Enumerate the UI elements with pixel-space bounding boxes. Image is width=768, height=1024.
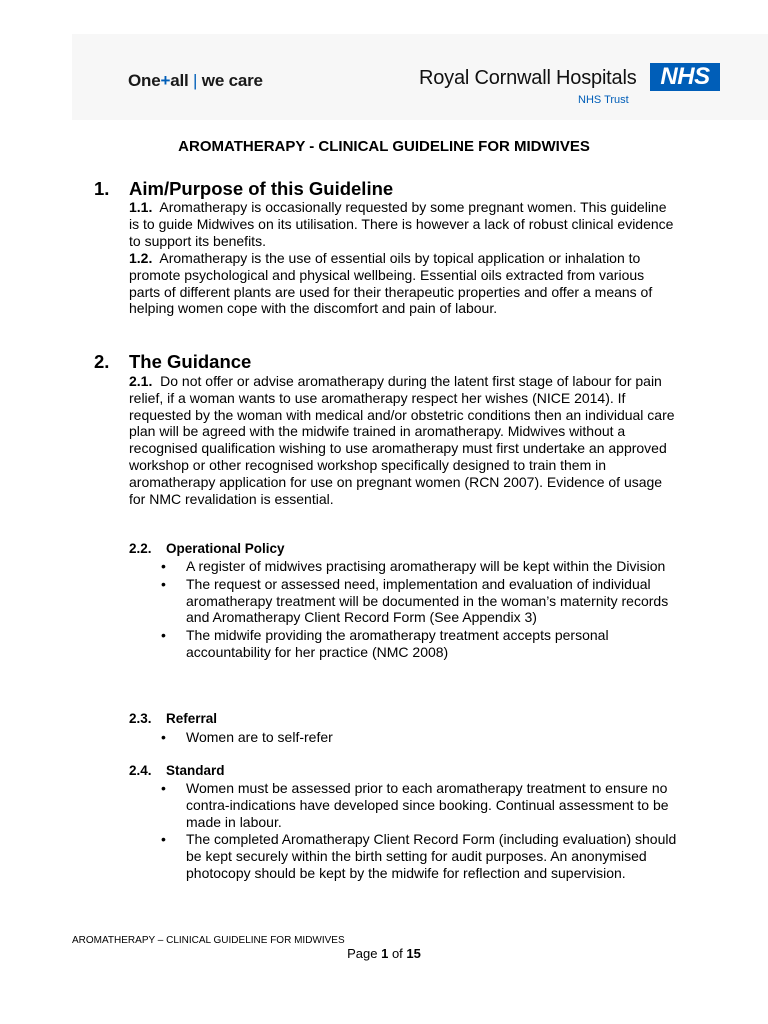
slogan-all: all <box>170 71 189 90</box>
list-item <box>161 780 685 830</box>
slogan-pipe: | <box>193 71 198 90</box>
referral-list <box>161 729 685 747</box>
paragraph-number: 1.2. <box>129 250 153 266</box>
section-title: The Guidance <box>129 351 252 372</box>
slogan-care: we care <box>201 71 263 90</box>
section-title: Aim/Purpose of this Guideline <box>129 178 394 199</box>
list-item-text: The request or assessed need, implementation and evaluation of individual aromatherapy treatment will be documented in the woman’s maternity records and Aromatherapy Client Record Form (See Appendix 3) <box>186 575 669 626</box>
paragraph-1-2 <box>129 250 677 317</box>
section-heading-2 <box>94 351 251 373</box>
trust-name: NHS Trust <box>578 94 629 106</box>
bullet-icon: • <box>161 780 166 796</box>
list-item-text: Women are to self-refer <box>186 729 333 745</box>
org-name: Royal Cornwall Hospitals <box>419 67 637 89</box>
list-item <box>161 627 685 661</box>
list-item <box>161 558 685 575</box>
list-item-text: Women must be assessed prior to each aromatherapy treatment to ensure no contra-indications have developed since booking. Continual assessment to be made in labour. <box>186 780 669 830</box>
bullet-icon: • <box>161 729 166 745</box>
subheading-number: 2.3. <box>129 711 152 726</box>
page-total: 15 <box>406 946 421 961</box>
page-word: Page <box>347 946 378 961</box>
paragraph-number: 1.1. <box>129 199 153 215</box>
operational-policy-list <box>161 558 685 662</box>
footer-document-name: AROMATHERAPY – CLINICAL GUIDELINE FOR MIDWIVES <box>72 935 345 946</box>
page-current: 1 <box>381 946 389 961</box>
page-of: of <box>391 946 403 961</box>
subheading-title: Referral <box>166 711 218 726</box>
standard-list <box>161 780 685 883</box>
subheading-standard <box>129 763 225 778</box>
list-item-text: A register of midwives practising aromatherapy will be kept within the Division <box>186 558 666 574</box>
list-item-text: The midwife providing the aromatherapy treatment accepts personal accountability for her practice (NMC 2008) <box>186 627 609 660</box>
subheading-number: 2.4. <box>129 763 152 778</box>
bullet-icon: • <box>161 627 166 644</box>
paragraph-text: Do not offer or advise aromatherapy during the latent first stage of labour for pain relief, if a woman wants to use aromatherapy respect her wishes (NICE 2014). If requested by the woman with medical and/or obstetric conditions then an individual care plan will be agreed with the midwife trained in aromatherapy. Midwives without a recognised qualification wishing to use aromatherapy must first undertake an approved workshop or other recognised workshop specifically designed to train them in aromatherapy application for use on pregnant women (RCN 2007). Evidence of usage for NMC revalidation is essential. <box>129 373 675 507</box>
list-item <box>161 831 685 881</box>
paragraph-text: Aromatherapy is the use of essential oils by topical application or inhalation to promote psychological and physical wellbeing. Essential oils extracted from various parts of different plants are used for their therapeutic properties and offer a means of helping women cope with the discomfort and pain of labour. <box>129 250 653 317</box>
subheading-referral <box>129 711 217 726</box>
section-number: 1. <box>94 178 110 199</box>
paragraph-1-1 <box>129 199 677 249</box>
list-item <box>161 575 685 626</box>
bullet-icon: • <box>161 558 166 574</box>
paragraph-2-1 <box>129 373 677 507</box>
section-heading-1 <box>94 178 393 200</box>
list-item-text: The completed Aromatherapy Client Record Form (including evaluation) should be kept securely within the birth setting for audit purposes. An anonymised photocopy should be kept by the midwife for reflection and supervision. <box>186 831 677 881</box>
nhs-logo: NHS <box>650 63 720 91</box>
document-title: AROMATHERAPY - CLINICAL GUIDELINE FOR MIDWIVES <box>178 138 590 155</box>
subheading-operational-policy <box>129 541 285 556</box>
slogan-one: One <box>128 71 161 90</box>
slogan <box>128 71 263 91</box>
bullet-icon: • <box>161 575 166 592</box>
subheading-title: Standard <box>166 763 225 778</box>
paragraph-text: Aromatherapy is occasionally requested by some pregnant women. This guideline is to guide Midwives on its utilisation. There is however a lack of robust clinical evidence to support its benefits. <box>129 199 674 249</box>
paragraph-number: 2.1. <box>129 373 153 389</box>
page-number <box>0 946 768 961</box>
slogan-plus: + <box>160 71 171 90</box>
subheading-number: 2.2. <box>129 541 152 556</box>
bullet-icon: • <box>161 831 166 848</box>
section-number: 2. <box>94 351 110 372</box>
subheading-title: Operational Policy <box>166 541 285 556</box>
list-item <box>161 729 685 746</box>
